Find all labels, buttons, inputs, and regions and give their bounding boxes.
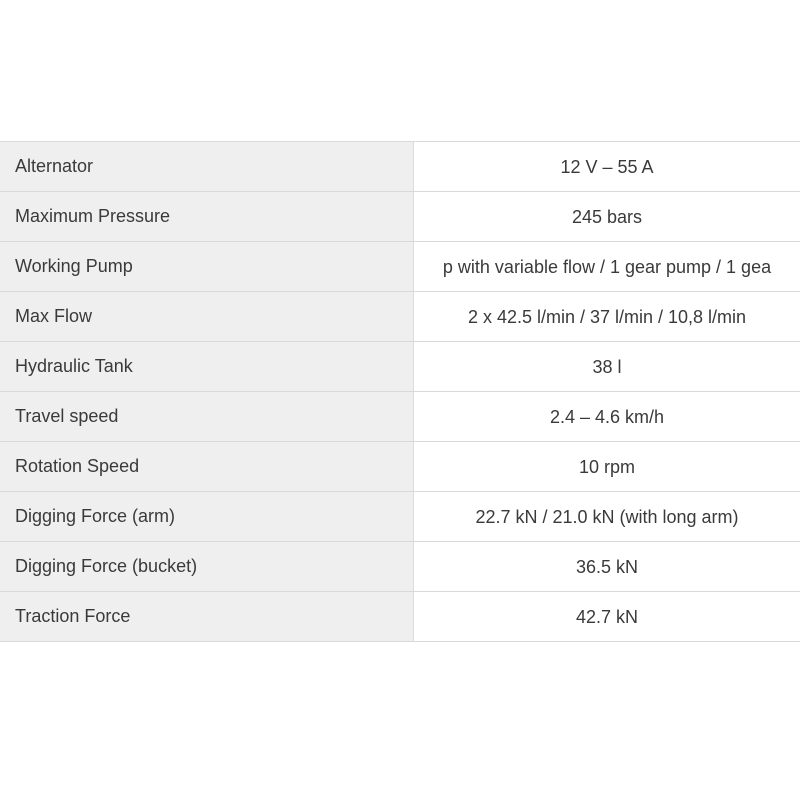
spec-row-digging-force-bucket [0,542,800,592]
spec-value: 10 rpm [414,442,800,491]
spec-value: 12 V – 55 A [414,142,800,191]
spec-row-travel-speed [0,392,800,442]
spec-row-rotation-speed [0,442,800,492]
spec-row-maximum-pressure [0,192,800,242]
spec-label: Working Pump [0,242,414,291]
spec-row-working-pump [0,242,800,292]
spec-label: Digging Force (bucket) [0,542,414,591]
spec-value: 42.7 kN [414,592,800,641]
spec-label: Maximum Pressure [0,192,414,241]
spec-label: Max Flow [0,292,414,341]
spec-label: Alternator [0,142,414,191]
spec-row-hydraulic-tank [0,342,800,392]
spec-value: 22.7 kN / 21.0 kN (with long arm) [414,492,800,541]
spec-label: Rotation Speed [0,442,414,491]
spec-label: Hydraulic Tank [0,342,414,391]
spec-row-digging-force-arm [0,492,800,542]
spec-table [0,141,800,642]
spec-value: p with variable flow / 1 gear pump / 1 gea [414,242,800,291]
spec-label: Digging Force (arm) [0,492,414,541]
spec-value: 38 l [414,342,800,391]
spec-value: 2.4 – 4.6 km/h [414,392,800,441]
spec-row-max-flow [0,292,800,342]
spec-value: 245 bars [414,192,800,241]
spec-value: 2 x 42.5 l/min / 37 l/min / 10,8 l/min [414,292,800,341]
spec-label: Traction Force [0,592,414,641]
spec-row-alternator [0,142,800,192]
spec-row-traction-force [0,592,800,642]
spec-label: Travel speed [0,392,414,441]
spec-value: 36.5 kN [414,542,800,591]
